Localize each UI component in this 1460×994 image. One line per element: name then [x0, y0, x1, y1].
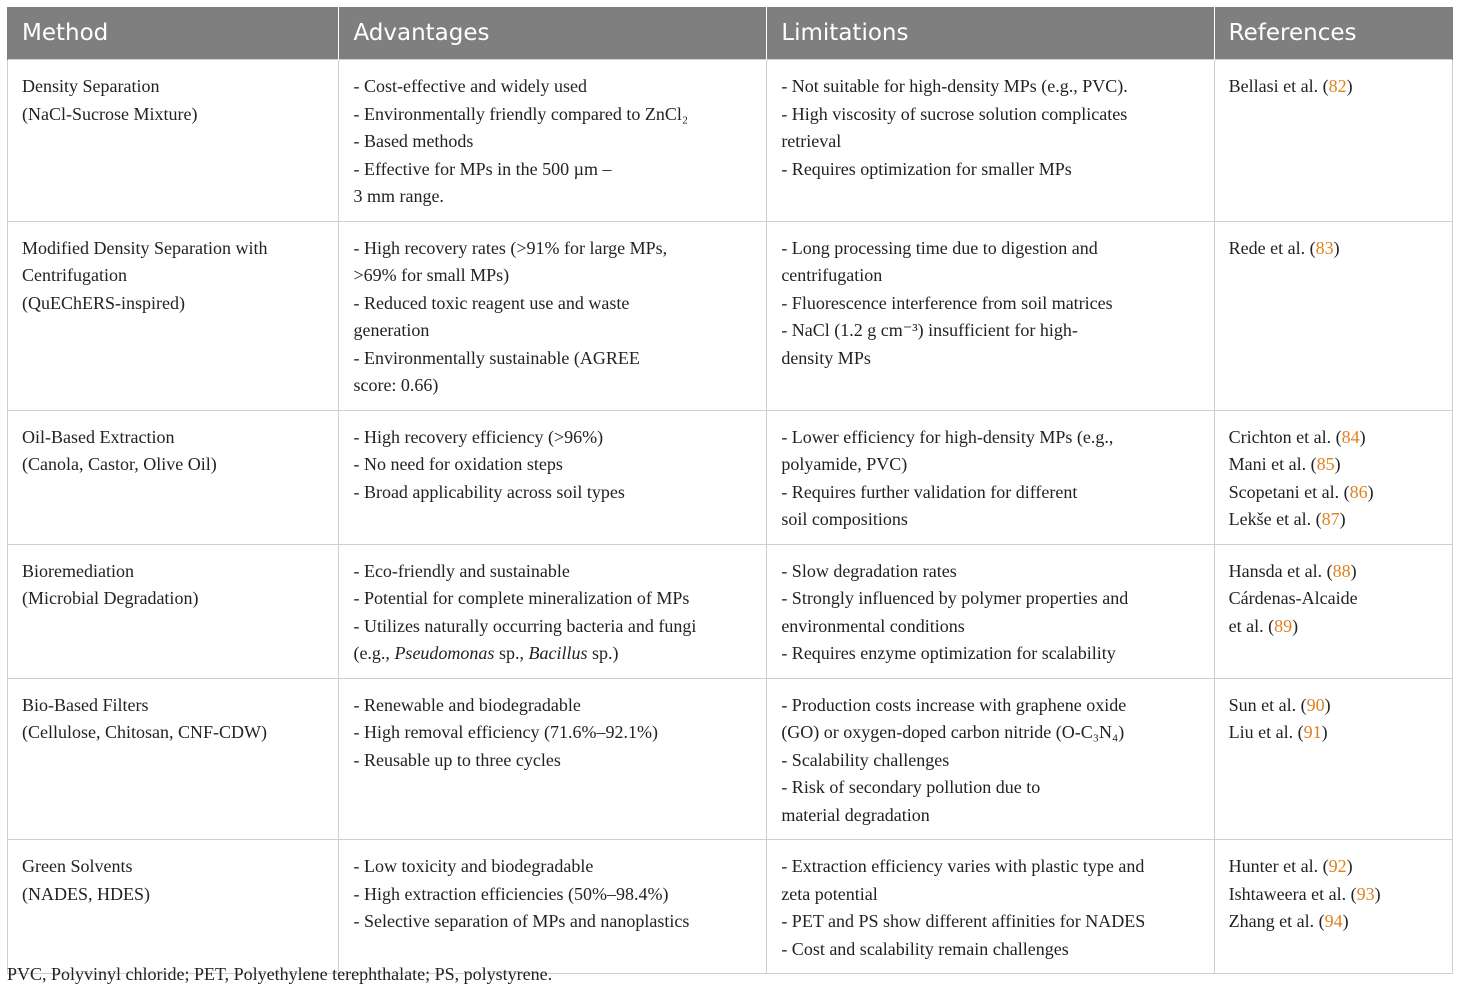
reference-number-link[interactable]: 92: [1328, 856, 1347, 876]
reference-close: ): [1342, 911, 1349, 931]
method-line: (NADES, HDES): [22, 883, 150, 904]
header-advantages: Advantages: [339, 7, 767, 60]
table-row: [8, 678, 1453, 840]
limitations-line: polyamide, PVC): [781, 454, 908, 474]
limitations-line: - Lower efficiency for high-density MPs (e.g.,: [781, 426, 1114, 447]
limitations-line: (GO) or oxygen-doped carbon nitride (O-C₃N₄): [781, 722, 1125, 742]
advantages-line: - High recovery efficiency (>96%): [353, 426, 604, 447]
method-cell: [8, 544, 339, 678]
limitations-line: environmental conditions: [781, 615, 965, 636]
table-footnote: PVC, Polyvinyl chloride; PET, Polyethylene terephthalate; PS, polystyrene.: [7, 964, 553, 984]
advantages-line: - Effective for MPs in the 500 µm –: [353, 158, 612, 179]
limitations-line: - Requires further validation for different: [781, 481, 1078, 502]
advantages-line: - Selective separation of MPs and nanoplastics: [353, 911, 690, 931]
table-row: [8, 410, 1453, 544]
reference-author: Bellasi et al. (: [1228, 76, 1329, 96]
limitations-line: - Scalability challenges: [781, 749, 950, 770]
advantages-line: - Low toxicity and biodegradable: [353, 856, 594, 876]
reference-number-link[interactable]: 85: [1316, 454, 1335, 474]
reference-line: [1229, 692, 1438, 720]
method-line: Modified Density Separation with: [22, 237, 268, 258]
limitations-line: - NaCl (1.2 g cm⁻³) insufficient for high-: [781, 320, 1078, 340]
advantages-line: - No need for oxidation steps: [353, 454, 563, 474]
method-line: Oil-Based Extraction: [22, 426, 175, 447]
reference-number-link[interactable]: 87: [1321, 509, 1340, 529]
advantages-line: - Renewable and biodegradable: [353, 694, 581, 715]
reference-number-link[interactable]: 90: [1306, 694, 1325, 715]
method-line: Bioremediation: [22, 560, 134, 581]
table-row: [8, 544, 1453, 678]
limitations-line: centrifugation: [781, 265, 883, 285]
advantages-line: - High extraction efficiencies (50%–98.4%): [353, 883, 669, 904]
reference-close: ): [1367, 481, 1374, 502]
limitations-line: density MPs: [781, 347, 871, 368]
reference-number-link[interactable]: 84: [1341, 426, 1360, 447]
limitations-line: soil compositions: [781, 509, 908, 529]
reference-number-link[interactable]: 88: [1332, 560, 1351, 581]
limitations-line: retrieval: [781, 131, 842, 151]
limitations-line: material degradation: [781, 804, 930, 825]
limitations-line: - Strongly influenced by polymer properties and: [781, 588, 1129, 608]
limitations-cell: [767, 544, 1214, 678]
advantages-line: - Reduced toxic reagent use and waste: [353, 292, 630, 313]
advantages-line: - Broad applicability across soil types: [353, 481, 625, 502]
limitations-line: - Cost and scalability remain challenges: [781, 938, 1069, 959]
reference-line: [1229, 235, 1438, 263]
advantages-line: - Environmentally sustainable (AGREE: [353, 347, 640, 368]
limitations-cell: [767, 410, 1214, 544]
reference-line: [1229, 451, 1438, 479]
advantages-cell: [339, 678, 767, 840]
methods-table-container: [7, 7, 1453, 974]
references-cell: [1214, 60, 1452, 222]
reference-author: Crichton et al. (: [1228, 426, 1342, 447]
advantages-cell: [339, 410, 767, 544]
header-references: References: [1214, 7, 1452, 60]
limitations-line: zeta potential: [781, 883, 878, 904]
reference-line: [1229, 585, 1438, 613]
advantages-cell: [339, 544, 767, 678]
references-cell: [1214, 410, 1452, 544]
table-row: [8, 840, 1453, 974]
table-row: [8, 60, 1453, 222]
method-cell: [8, 221, 339, 410]
advantages-line: - Reusable up to three cycles: [353, 749, 561, 770]
advantages-line: score: 0.66): [353, 375, 439, 395]
limitations-line: - High viscosity of sucrose solution complicates: [781, 103, 1128, 124]
reference-number-link[interactable]: 91: [1303, 722, 1322, 742]
reference-author: Scopetani et al. (: [1228, 481, 1350, 502]
references-cell: [1214, 221, 1452, 410]
reference-close: ): [1339, 509, 1346, 529]
limitations-cell: [767, 60, 1214, 222]
reference-number-link[interactable]: 82: [1328, 76, 1347, 96]
method-cell: [8, 840, 339, 974]
advantages-cell: [339, 60, 767, 222]
limitations-line: - Risk of secondary pollution due to: [781, 777, 1041, 797]
limitations-line: - Extraction efficiency varies with plastic type and: [781, 856, 1145, 876]
limitations-line: - Requires enzyme optimization for scalability: [781, 643, 1116, 663]
reference-line: [1229, 908, 1438, 936]
table-header-row: [8, 7, 1453, 60]
advantages-line: generation: [353, 320, 430, 340]
method-line: Density Separation: [22, 76, 160, 96]
reference-line: [1229, 424, 1438, 452]
reference-number-link[interactable]: 94: [1324, 911, 1343, 931]
reference-line: [1229, 853, 1438, 881]
header-method: Method: [8, 7, 339, 60]
references-cell: [1214, 840, 1452, 974]
method-cell: [8, 410, 339, 544]
method-cell: [8, 60, 339, 222]
method-line: (Cellulose, Chitosan, CNF-CDW): [22, 722, 267, 742]
reference-author: Hansda et al. (: [1228, 560, 1333, 581]
reference-line: [1229, 558, 1438, 586]
reference-author: Zhang et al. (: [1228, 911, 1325, 931]
reference-author: Hunter et al. (: [1228, 856, 1329, 876]
method-line: Bio-Based Filters: [22, 694, 149, 715]
limitations-cell: [767, 221, 1214, 410]
advantages-cell: [339, 840, 767, 974]
reference-close: ): [1334, 454, 1341, 474]
limitations-line: - Not suitable for high-density MPs (e.g., PVC).: [781, 76, 1128, 96]
reference-author: et al. (: [1228, 615, 1275, 636]
advantages-line: >69% for small MPs): [353, 265, 510, 285]
advantages-line: 3 mm range.: [353, 186, 444, 206]
limitations-cell: [767, 840, 1214, 974]
advantages-line: - Eco-friendly and sustainable: [353, 560, 570, 581]
reference-line: [1229, 719, 1438, 747]
reference-line: [1229, 506, 1438, 534]
table-row: [8, 221, 1453, 410]
advantages-line: - Cost-effective and widely used: [353, 76, 588, 96]
reference-author: Liu et al. (: [1228, 722, 1304, 742]
reference-author: Ishtaweera et al. (: [1228, 883, 1357, 904]
reference-close: ): [1359, 426, 1366, 447]
reference-author: Rede et al. (: [1228, 237, 1316, 258]
limitations-line: - Fluorescence interference from soil matrices: [781, 292, 1113, 313]
table-body: [8, 60, 1453, 974]
method-line: (Canola, Castor, Olive Oil): [22, 454, 217, 474]
references-cell: [1214, 544, 1452, 678]
advantages-line: - Environmentally friendly compared to ZnCl₂: [353, 103, 689, 124]
advantages-line: - High removal efficiency (71.6%–92.1%): [353, 722, 659, 742]
advantages-line: - Based methods: [353, 131, 474, 151]
header-limitations: Limitations: [767, 7, 1214, 60]
limitations-line: - Production costs increase with graphene oxide: [781, 694, 1127, 715]
advantages-line: (e.g., Pseudomonas sp., Bacillus sp.): [353, 643, 619, 663]
method-line: Centrifugation: [22, 265, 127, 285]
advantages-line: - High recovery rates (>91% for large MPs,: [353, 237, 668, 258]
reference-number-link[interactable]: 83: [1315, 237, 1334, 258]
reference-line: [1229, 613, 1438, 641]
reference-line: [1229, 881, 1438, 909]
reference-close: ): [1324, 694, 1331, 715]
reference-close: ): [1346, 856, 1353, 876]
advantages-cell: [339, 221, 767, 410]
reference-line: [1229, 479, 1438, 507]
reference-author: Mani et al. (: [1228, 454, 1317, 474]
reference-close: ): [1321, 722, 1328, 742]
method-line: (QuEChERS-inspired): [22, 292, 185, 313]
method-cell: [8, 678, 339, 840]
reference-close: ): [1350, 560, 1357, 581]
reference-author: Cárdenas-Alcaide: [1228, 588, 1358, 608]
reference-number-link[interactable]: 93: [1356, 883, 1375, 904]
method-line: (Microbial Degradation): [22, 588, 199, 608]
reference-close: ): [1346, 76, 1353, 96]
limitations-line: - Long processing time due to digestion and: [781, 237, 1098, 258]
references-cell: [1214, 678, 1452, 840]
limitations-line: - PET and PS show different affinities for NADES: [781, 911, 1146, 931]
reference-author: Sun et al. (: [1228, 694, 1307, 715]
limitations-line: - Requires optimization for smaller MPs: [781, 158, 1072, 179]
reference-line: [1229, 73, 1438, 101]
method-line: Green Solvents: [22, 856, 133, 876]
reference-number-link[interactable]: 89: [1274, 615, 1293, 636]
advantages-line: - Utilizes naturally occurring bacteria and fungi: [353, 615, 697, 636]
limitations-cell: [767, 678, 1214, 840]
reference-close: ): [1333, 237, 1340, 258]
limitations-line: - Slow degradation rates: [781, 560, 957, 581]
method-line: (NaCl-Sucrose Mixture): [22, 103, 198, 124]
reference-close: ): [1374, 883, 1381, 904]
reference-close: ): [1292, 615, 1299, 636]
advantages-line: - Potential for complete mineralization of MPs: [353, 588, 690, 608]
reference-number-link[interactable]: 86: [1349, 481, 1368, 502]
reference-author: Lekše et al. (: [1228, 509, 1322, 529]
methods-table: [7, 7, 1453, 974]
